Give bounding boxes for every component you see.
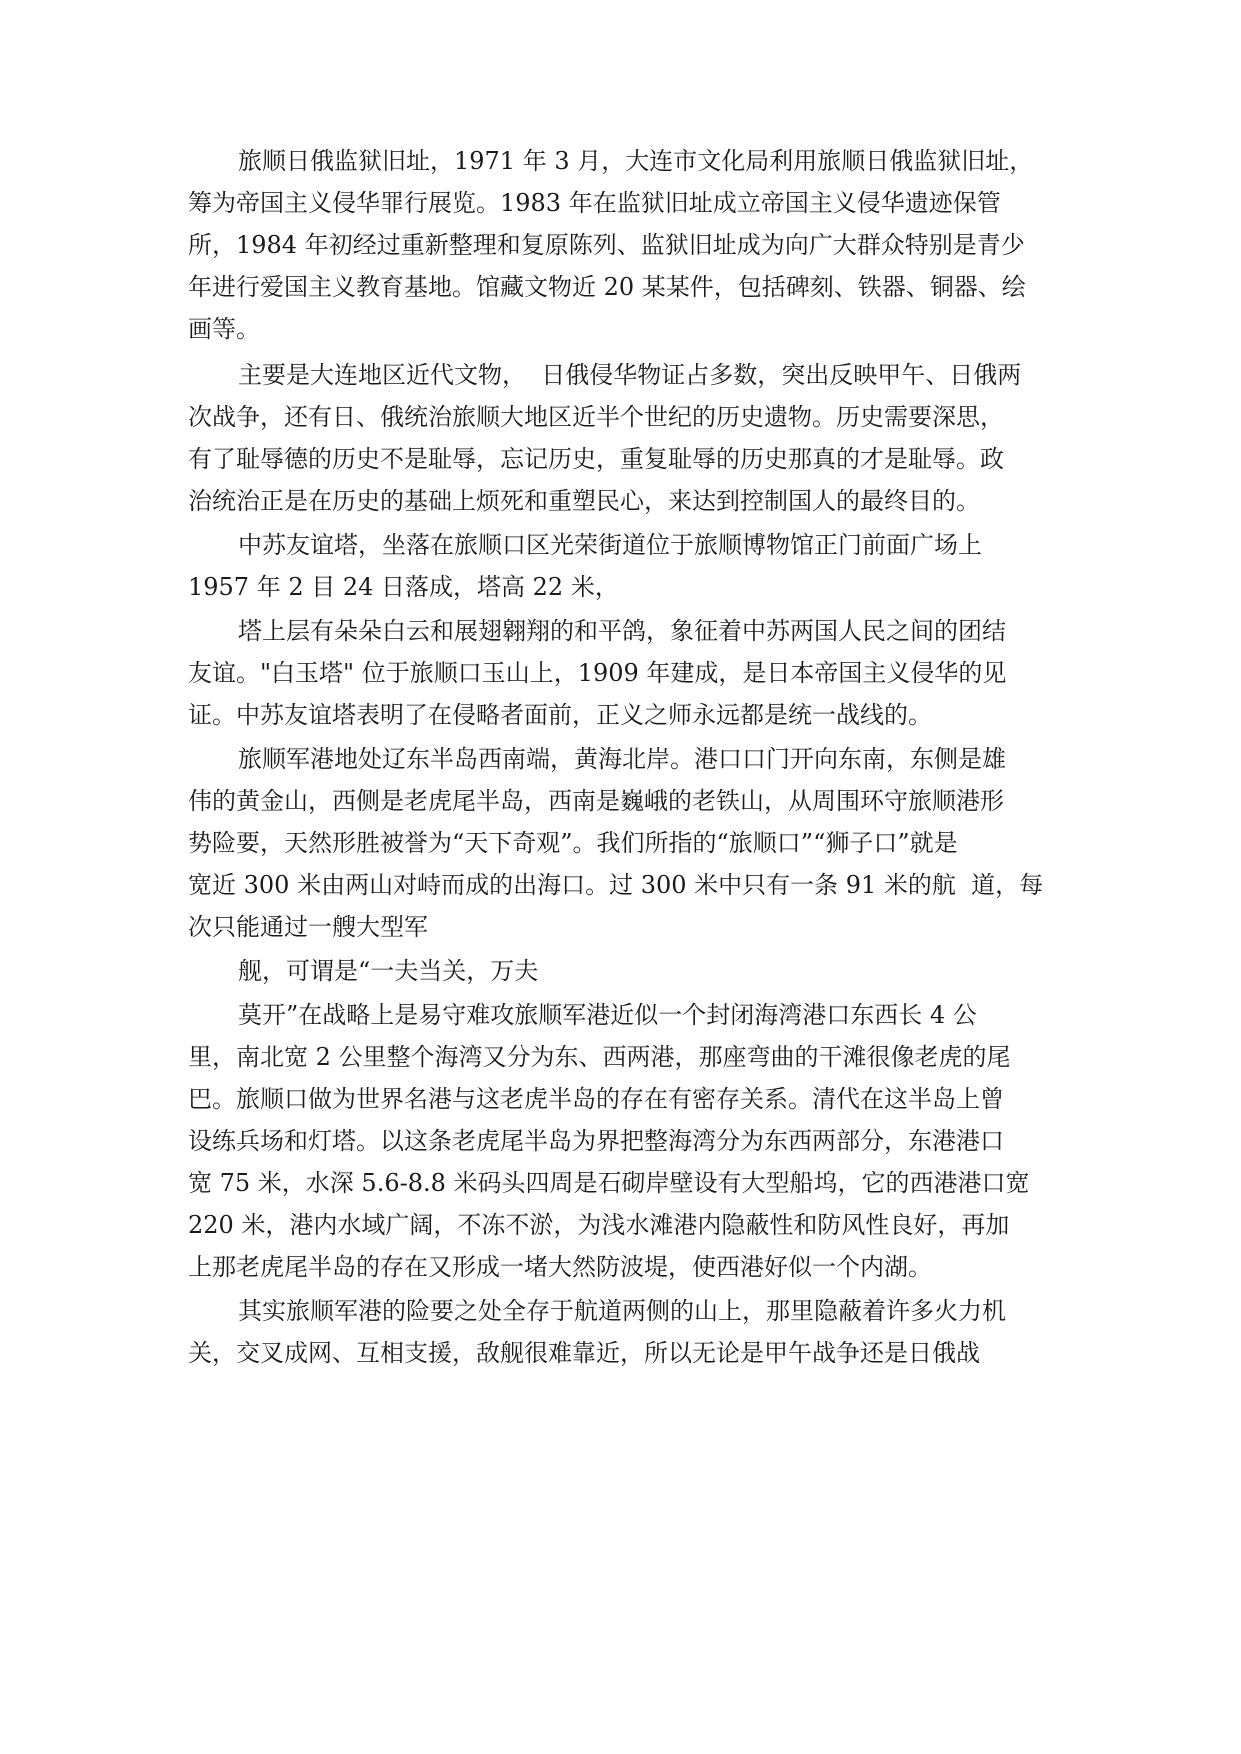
text-line: 宽近 300 米由两山对峙而成的出海口。过 300 米中只有一条 91 米的航 道，每 [188,871,1044,899]
text-line: 治统治正是在历史的基础上烦死和重塑民心，来达到控制国人的最终目的。 [188,487,980,515]
text-line: 次战争，还有日、俄统治旅顺大地区近半个世纪的历史遗物。历史需要深思， [188,403,1004,431]
text-line: 筹为帝国主义侵华罪行展览。1983 年在监狱旧址成立帝国主义侵华遗迹保管 [188,189,1001,217]
text-line: 塔上层有朵朵白云和展翅翱翔的和平鸽，象征着中苏两国人民之间的团结 [238,617,1006,645]
text-line: 伟的黄金山，西侧是老虎尾半岛，西南是巍峨的老铁山，从周围环守旅顺港形 [188,787,1004,815]
text-line: 其实旅顺军港的险要之处全存于航道两侧的山上，那里隐蔽着许多火力机 [238,1297,1006,1325]
text-line: 设练兵场和灯塔。以这条老虎尾半岛为界把整海湾分为东西两部分，东港港口 [188,1127,1004,1155]
text-line: 所，1984 年初经过重新整理和复原陈列、监狱旧址成为向广大群众特别是青少 [188,231,1025,259]
text-line: 友谊。"白玉塔" 位于旅顺口玉山上，1909 年建成，是日本帝国主义侵华的见 [188,659,1007,687]
text-line: 220 米，港内水域广阔，不冻不淤，为浅水滩港内隐蔽性和防风性良好，再加 [188,1211,1010,1239]
text-line: 宽 75 米，水深 5.6-8.8 米码头四周是石砌岸壁设有大型船坞，它的西港港口宽 [188,1169,1030,1197]
text-line: 巴。旅顺口做为世界名港与这老虎半岛的存在有密存关系。清代在这半岛上曾 [188,1085,1004,1113]
text-line: 关，交叉成网、互相支援，敌舰很难靠近，所以无论是甲午战争还是日俄战 [188,1339,980,1367]
text-line: 画等。 [188,315,260,343]
text-line: 次只能通过一艘大型军 [188,913,428,941]
text-line: 主要是大连地区近代文物， 日俄侵华物证占多数，突出反映甲午、日俄两 [238,361,1022,389]
text-line: 年进行爱国主义教育基地。馆藏文物近 20 某某件，包括碑刻、铁器、铜器、绘 [188,273,1026,301]
text-line: 里，南北宽 2 公里整个海湾又分为东、西两港，那座弯曲的干滩很像老虎的尾 [188,1043,1011,1071]
text-line: 1957 年 2 目 24 日落成，塔高 22 米， [188,573,619,601]
text-line: 莫开”在战略上是易守难攻旅顺军港近似一个封闭海湾港口东西长 4 公 [238,1001,977,1029]
text-line: 舰，可谓是“一夫当关，万夫 [238,957,539,985]
text-line: 有了耻辱德的历史不是耻辱，忘记历史，重复耻辱的历史那真的才是耻辱。政 [188,445,1004,473]
text-line: 证。中苏友谊塔表明了在侵略者面前，正义之师永远都是统一战线的。 [188,701,932,729]
text-line: 旅顺军港地处辽东半岛西南端，黄海北岸。港口口门开向东南，东侧是雄 [238,745,1006,773]
text-line: 中苏友谊塔，坐落在旅顺口区光荣街道位于旅顺博物馆正门前面广场上 [238,531,982,559]
text-line: 旅顺日俄监狱旧址，1971 年 3 月，大连市文化局利用旅顺日俄监狱旧址， [238,147,1034,175]
text-line: 势险要，天然形胜被誉为“天下奇观”。我们所指的“旅顺口”“狮子口”就是 [188,829,958,857]
text-line: 上那老虎尾半岛的存在又形成一堵大然防波堤，使西港好似一个内湖。 [188,1253,932,1281]
